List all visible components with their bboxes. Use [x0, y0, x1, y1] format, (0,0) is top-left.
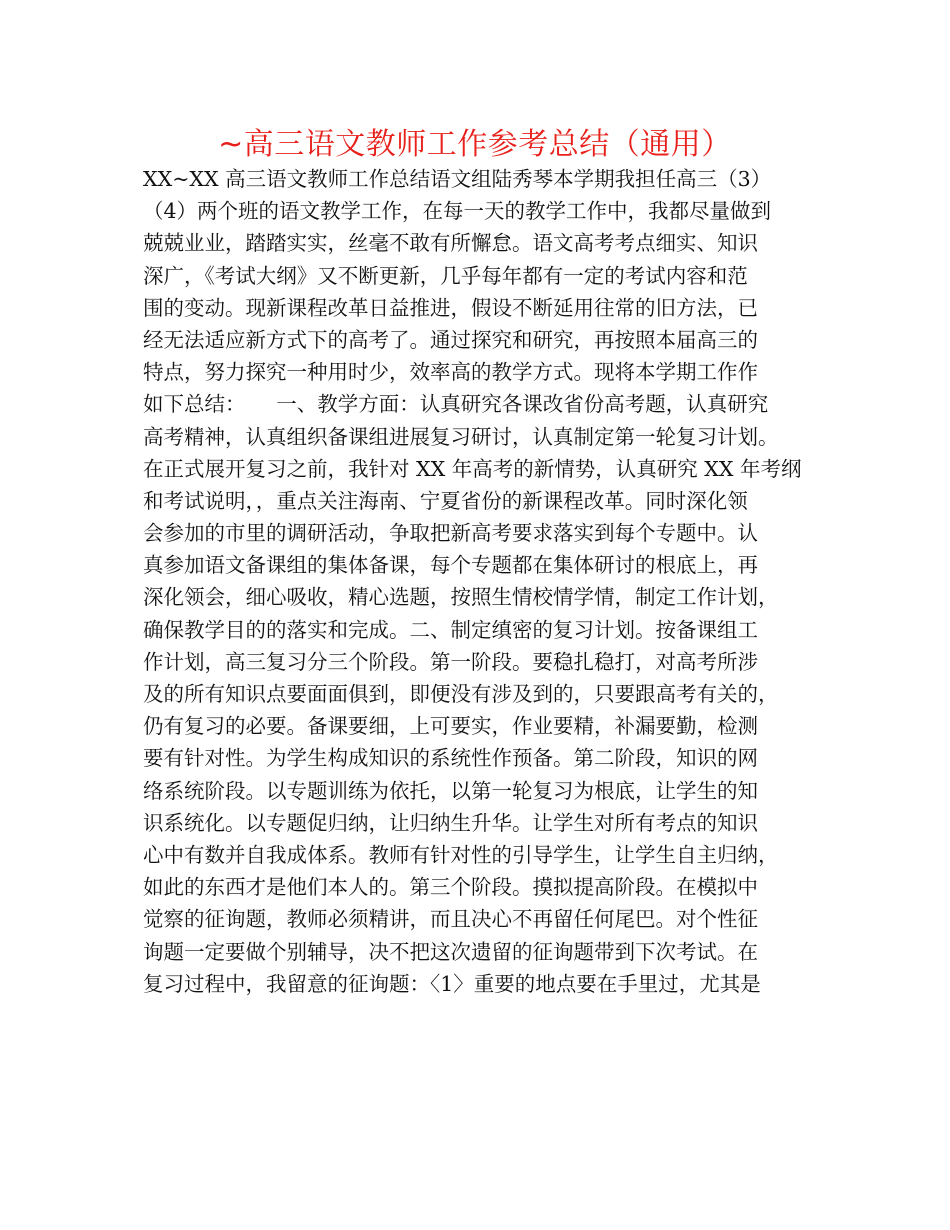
document-body	[143, 163, 823, 1000]
body-line: 及的所有知识点要面面俱到，即便没有涉及到的，只要跟高考有关的，	[143, 682, 779, 706]
body-line: 如此的东西才是他们本人的。第三个阶段。摸拟提高阶段。在模拟中	[143, 875, 758, 900]
body-line: 深化领会，细心吸收，精心选题，按照生情校情学情，制定工作计划，	[143, 585, 779, 610]
body-line: 如下总结： 一、教学方面：认真研究各课改省份高考题，认真研究	[143, 392, 769, 417]
body-line: 围的变动。现新课程改革日益推进，假设不断延用往常的旧方法，已	[143, 295, 758, 320]
body-line: 询题一定要做个别辅导，决不把这次遗留的征询题带到下次考试。在	[143, 939, 758, 964]
body-line: 确保教学目的的落实和完成。二、制定缜密的复习计划。按备课组工	[143, 617, 758, 642]
document-title: ~高三语文教师工作参考总结（通用）	[218, 127, 732, 162]
body-line: 兢兢业业，踏踏实实，丝毫不敢有所懈怠。语文高考考点细实、知识	[143, 231, 758, 256]
body-line: 经无法适应新方式下的高考了。通过探究和研究，再按照本届高三的	[143, 327, 758, 352]
body-line: 心中有数并自我成体系。教师有针对性的引导学生，让学生自主归纳，	[143, 842, 779, 867]
body-line: （4）两个班的语文教学工作，在每一天的教学工作中，我都尽量做到	[143, 199, 772, 224]
body-line: 识系统化。以专题促归纳，让归纳生升华。让学生对所有考点的知识	[143, 810, 758, 835]
body-line: 深广，《考试大纲》又不断更新，几乎每年都有一定的考试内容和范	[143, 263, 748, 288]
body-line: 真参加语文备课组的集体备课，每个专题都在集体研讨的根底上，再	[143, 553, 758, 578]
body-line: XX~XX 高三语文教师工作总结语文组陆秀琴本学期我担任高三（3）	[143, 167, 772, 191]
body-line: 作计划，高三复习分三个阶段。第一阶段。要稳扎稳打，对高考所涉	[143, 649, 758, 674]
body-line: 和考试说明，，重点关注海南、宁夏省份的新课程改革。同时深化领	[143, 488, 748, 513]
body-line: 高考精神，认真组织备课组进展复习研讨，认真制定第一轮复习计划。	[143, 424, 779, 449]
body-line: 要有针对性。为学生构成知识的系统性作预备。第二阶段，知识的网	[143, 746, 758, 771]
body-line: 觉察的征询题，教师必须精讲，而且决心不再留任何尾巴。对个性征	[143, 907, 758, 932]
body-line: 在正式展开复习之前，我针对 XX 年高考的新情势，认真研究 XX 年考纲	[143, 456, 802, 481]
body-line: 会参加的市里的调研活动，争取把新高考要求落实到每个专题中。认	[143, 521, 758, 546]
body-line: 复习过程中，我留意的征询题：〈1〉重要的地点要在手里过，尤其是	[143, 971, 761, 996]
body-line: 络系统阶段。以专题训练为依托，以第一轮复习为根底，让学生的知	[143, 778, 758, 803]
body-line: 仍有复习的必要。备课要细，上可要实，作业要精，补漏要勤，检测	[143, 714, 758, 739]
body-line: 特点，努力探究一种用时少，效率高的教学方式。现将本学期工作作	[143, 360, 758, 385]
